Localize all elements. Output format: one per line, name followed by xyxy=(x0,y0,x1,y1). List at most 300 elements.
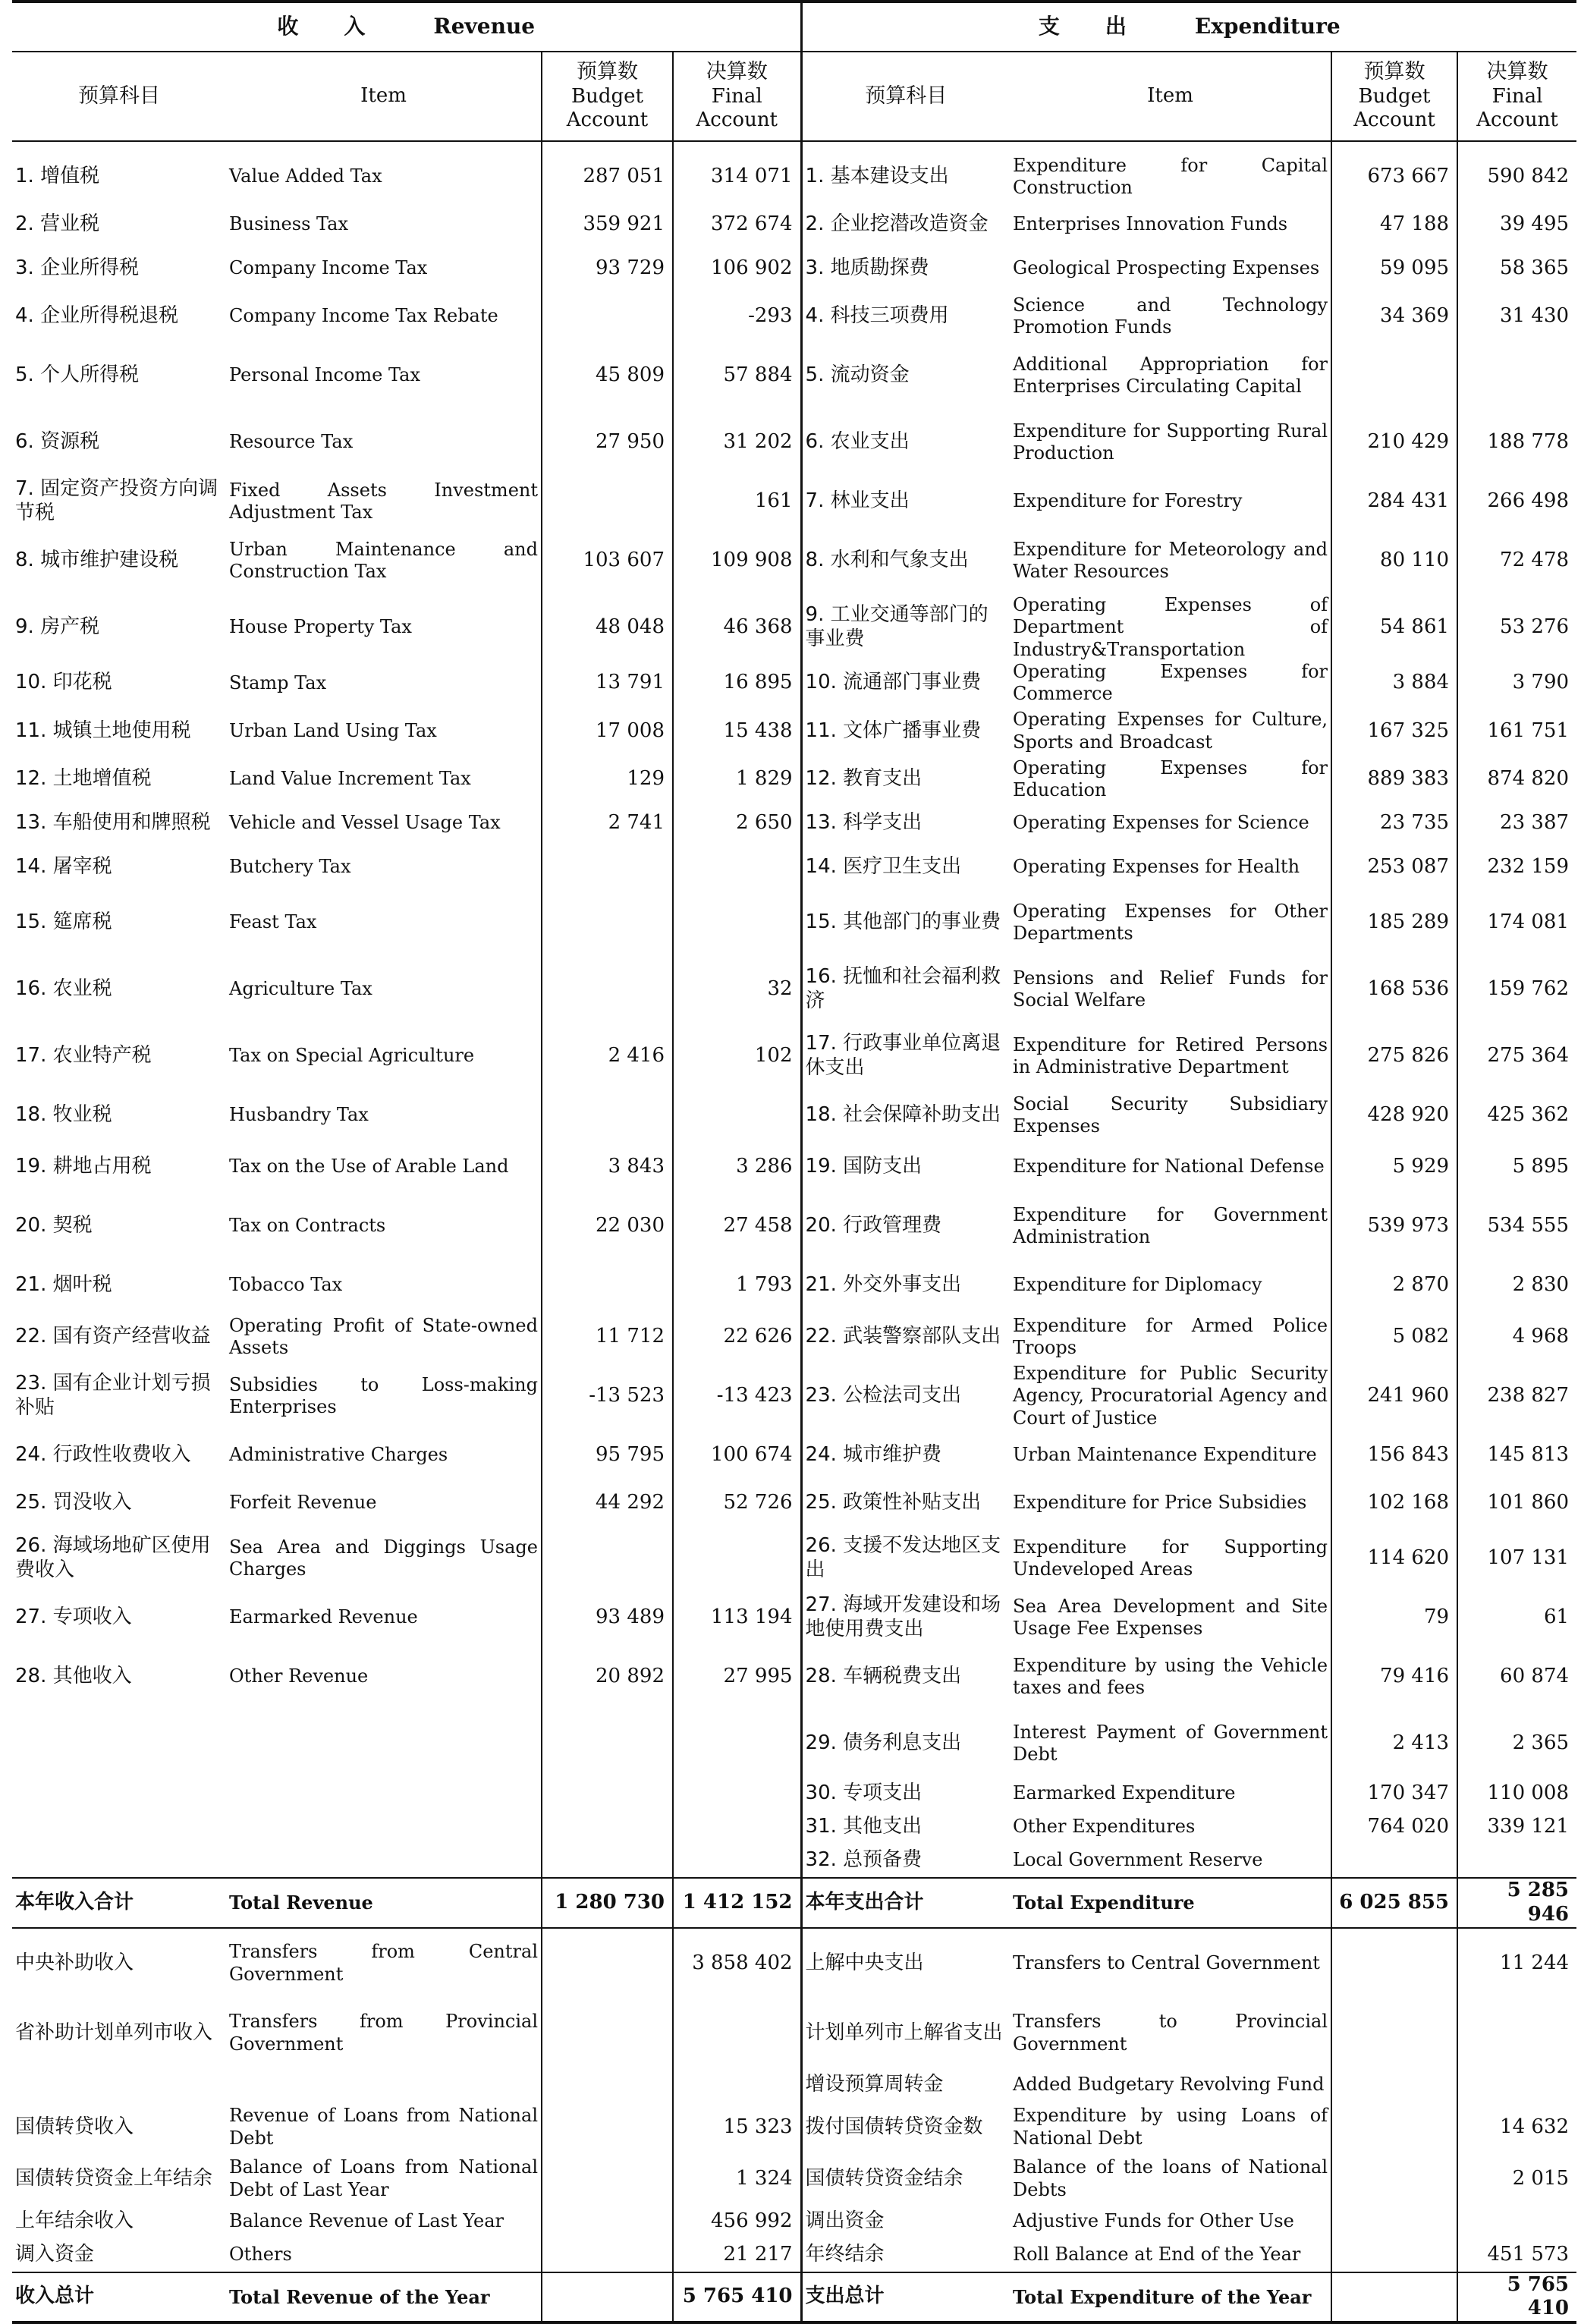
expenditure-item-en: Expenditure for Supporting Rural Production xyxy=(1013,420,1328,464)
revenue-final xyxy=(673,1710,801,1777)
expenditure-final: 4 968 xyxy=(1457,1311,1576,1363)
revenue-budget: 287 051 xyxy=(542,141,673,203)
revenue-final: 102 xyxy=(673,1023,801,1090)
expenditure-final: 534 555 xyxy=(1457,1193,1576,1259)
revenue-final: 21 217 xyxy=(673,2238,801,2272)
revenue-budget: 17 008 xyxy=(542,706,673,757)
expenditure-final xyxy=(1457,1999,1576,2068)
revenue-final: 32 xyxy=(673,956,801,1023)
revenue-budget xyxy=(542,2102,673,2153)
revenue-item-en: Resource Tax xyxy=(229,431,354,453)
revenue-subject-zh: 18. 牧业税 xyxy=(15,1103,112,1127)
expenditure-item-en: Expenditure by using the Vehicle taxes and fees xyxy=(1013,1654,1328,1699)
expenditure-subject-zh: 17. 行政事业单位离退休支出 xyxy=(805,1032,1001,1080)
table-row xyxy=(12,1311,1576,1363)
revenue-item-en: Fixed Assets Investment Adjustment Tax xyxy=(229,479,538,523)
expenditure-budget: 114 620 xyxy=(1331,1525,1457,1592)
revenue-subject-zh: 27. 专项收入 xyxy=(15,1605,132,1629)
revenue-subject-zh: 4. 企业所得税退税 xyxy=(15,304,179,328)
expenditure-subject-zh: 24. 城市维护费 xyxy=(805,1443,942,1467)
expenditure-subject-zh: 10. 流通部门事业费 xyxy=(805,671,982,694)
revenue-item-en: Butchery Tax xyxy=(229,856,351,878)
expenditure-item-en: Expenditure for Diplomacy xyxy=(1013,1274,1262,1296)
expenditure-section-header xyxy=(801,2,1576,52)
expenditure-budget: 2 870 xyxy=(1331,1259,1457,1311)
table-row xyxy=(12,1643,1576,1710)
revenue-final xyxy=(673,1844,801,1878)
revenue-budget: 2 416 xyxy=(542,1023,673,1090)
revenue-budget: 3 843 xyxy=(542,1141,673,1193)
expenditure-final: 451 573 xyxy=(1457,2238,1576,2272)
expenditure-item-en: Expenditure for National Defense xyxy=(1013,1156,1325,1178)
revenue-final xyxy=(673,1999,801,2068)
expenditure-budget: 253 087 xyxy=(1331,845,1457,889)
table-row xyxy=(12,141,1576,203)
expenditure-subject-zh: 20. 行政管理费 xyxy=(805,1214,942,1237)
col-budget: 预算数 Budget Account xyxy=(542,52,673,141)
expenditure-final: 145 813 xyxy=(1457,1429,1576,1481)
table-row xyxy=(12,2153,1576,2205)
revenue-budget xyxy=(542,845,673,889)
revenue-item-en: Administrative Charges xyxy=(229,1444,448,1466)
expenditure-subject-zh: 1. 基本建设支出 xyxy=(805,165,949,188)
expenditure-subject-zh: 23. 公检法司支出 xyxy=(805,1384,962,1407)
expenditure-subject-zh: 支出总计 xyxy=(801,2272,1010,2322)
revenue-item-en xyxy=(226,2068,542,2102)
expenditure-subject-zh: 13. 科学支出 xyxy=(805,811,923,835)
expenditure-budget: 5 082 xyxy=(1331,1311,1457,1363)
expenditure-item-en: Transfers to Central Government xyxy=(1013,1951,1320,1973)
expenditure-item-en: Total Expenditure of the Year xyxy=(1010,2272,1331,2322)
expenditure-budget: 889 383 xyxy=(1331,757,1457,802)
expenditure-final: 31 430 xyxy=(1457,291,1576,342)
col-final: 决算数 Final Account xyxy=(673,52,801,141)
expenditure-final: 590 842 xyxy=(1457,141,1576,203)
expenditure-item-en: Roll Balance at End of the Year xyxy=(1013,2243,1301,2265)
expenditure-item-en: Expenditure for Price Subsidies xyxy=(1013,1492,1307,1514)
expenditure-budget xyxy=(1331,2272,1457,2322)
expenditure-item-en: Expenditure for Public Security Agency, Procuratorial Agency and Court of Justice xyxy=(1013,1363,1328,1429)
revenue-subject-zh: 5. 个人所得税 xyxy=(15,363,140,387)
revenue-item-en: Feast Tax xyxy=(229,911,317,933)
expenditure-budget: 210 429 xyxy=(1331,409,1457,476)
revenue-item-en: Earmarked Revenue xyxy=(229,1606,418,1628)
revenue-budget xyxy=(542,1259,673,1311)
revenue-item-en: Agriculture Tax xyxy=(229,978,372,1000)
expenditure-budget: 170 347 xyxy=(1331,1777,1457,1810)
table-row xyxy=(12,801,1576,845)
revenue-subject-zh: 6. 资源税 xyxy=(15,430,100,454)
revenue-item-en: Other Revenue xyxy=(229,1665,369,1687)
expenditure-final: 11 244 xyxy=(1457,1928,1576,1999)
expenditure-budget: 241 960 xyxy=(1331,1363,1457,1429)
revenue-budget: 93 729 xyxy=(542,247,673,291)
revenue-final: 31 202 xyxy=(673,409,801,476)
revenue-subject-zh: 7. 固定资产投资方向调节税 xyxy=(15,477,218,524)
revenue-final xyxy=(673,1525,801,1592)
expenditure-final xyxy=(1457,1844,1576,1878)
expenditure-final: 53 276 xyxy=(1457,594,1576,661)
expenditure-budget xyxy=(1331,2153,1457,2205)
expenditure-budget xyxy=(1331,342,1457,409)
table-row xyxy=(12,1592,1576,1643)
expenditure-budget xyxy=(1331,2102,1457,2153)
expenditure-subject-zh: 30. 专项支出 xyxy=(805,1782,923,1805)
revenue-subject-zh: 16. 农业税 xyxy=(15,977,112,1001)
revenue-final: 5 765 410 xyxy=(673,2272,801,2322)
revenue-final: 109 908 xyxy=(673,527,801,594)
expenditure-subject-zh: 28. 车辆税费支出 xyxy=(805,1665,962,1688)
revenue-budget: 2 741 xyxy=(542,801,673,845)
revenue-budget xyxy=(542,1844,673,1878)
revenue-subject-zh: 省补助计划单列市收入 xyxy=(15,2021,213,2044)
expenditure-budget: 23 735 xyxy=(1331,801,1457,845)
expenditure-item-en: Added Budgetary Revolving Fund xyxy=(1013,2073,1325,2095)
expenditure-final: 238 827 xyxy=(1457,1363,1576,1429)
revenue-final xyxy=(673,1777,801,1810)
revenue-item-en: Urban Land Using Tax xyxy=(229,719,437,741)
revenue-budget xyxy=(542,1710,673,1777)
expenditure-subject-zh: 拨付国债转贷资金数 xyxy=(805,2115,983,2138)
revenue-subject-zh: 23. 国有企业计划亏损补贴 xyxy=(15,1372,211,1420)
expenditure-final: 60 874 xyxy=(1457,1643,1576,1710)
expenditure-budget xyxy=(1331,2068,1457,2102)
col-budget-exp: 预算数 Budget Account xyxy=(1331,52,1457,141)
expenditure-budget: 539 973 xyxy=(1331,1193,1457,1259)
table-row xyxy=(12,1429,1576,1481)
expenditure-item-en: Expenditure for Supporting Undeveloped Areas xyxy=(1013,1536,1328,1580)
revenue-item-en: Value Added Tax xyxy=(229,165,382,187)
revenue-budget: -13 523 xyxy=(542,1363,673,1429)
revenue-header-en: Revenue xyxy=(433,14,536,39)
revenue-final: 3 858 402 xyxy=(673,1928,801,1999)
revenue-subject-zh: 中央补助收入 xyxy=(15,1951,134,1974)
expenditure-final: 266 498 xyxy=(1457,476,1576,527)
expenditure-budget: 79 416 xyxy=(1331,1643,1457,1710)
revenue-item-en: Personal Income Tax xyxy=(229,364,420,386)
table-row xyxy=(12,845,1576,889)
revenue-subject-zh: 11. 城镇土地使用税 xyxy=(15,719,191,742)
revenue-final xyxy=(673,889,801,956)
revenue-budget: 45 809 xyxy=(542,342,673,409)
expenditure-final: 14 632 xyxy=(1457,2102,1576,2153)
expenditure-budget: 79 xyxy=(1331,1592,1457,1643)
revenue-subject-zh: 国债转贷收入 xyxy=(15,2115,134,2138)
table-row xyxy=(12,1090,1576,1141)
revenue-final xyxy=(673,1810,801,1844)
revenue-subject-zh: 2. 营业税 xyxy=(15,212,100,236)
revenue-item-en: Balance Revenue of Last Year xyxy=(229,2209,504,2231)
revenue-final: 27 458 xyxy=(673,1193,801,1259)
expenditure-item-en: Expenditure by using Loans of National Debt xyxy=(1013,2105,1328,2149)
expenditure-final: 339 121 xyxy=(1457,1810,1576,1844)
revenue-final: 314 071 xyxy=(673,141,801,203)
revenue-budget: 13 791 xyxy=(542,661,673,706)
expenditure-item-en: Expenditure for Capital Construction xyxy=(1013,154,1328,198)
revenue-final: 372 674 xyxy=(673,203,801,247)
section-header-row xyxy=(12,2,1576,52)
expenditure-subject-zh: 19. 国防支出 xyxy=(805,1155,923,1178)
revenue-final: 46 368 xyxy=(673,594,801,661)
revenue-subject-zh: 10. 印花税 xyxy=(15,671,112,694)
revenue-item-en: Subsidies to Loss-making Enterprises xyxy=(229,1373,538,1418)
expenditure-item-en: Pensions and Relief Funds for Social Welfare xyxy=(1013,967,1328,1011)
revenue-item-en xyxy=(226,1810,542,1844)
revenue-item-en: Urban Maintenance and Construction Tax xyxy=(229,538,538,582)
expenditure-budget: 6 025 855 xyxy=(1331,1878,1457,1927)
revenue-subject-zh: 收入总计 xyxy=(12,2272,226,2322)
expenditure-item-en: Science and Technology Promotion Funds xyxy=(1013,294,1328,338)
expenditure-item-en: Interest Payment of Government Debt xyxy=(1013,1721,1328,1766)
revenue-budget xyxy=(542,889,673,956)
revenue-budget: 103 607 xyxy=(542,527,673,594)
expenditure-final: 275 364 xyxy=(1457,1023,1576,1090)
revenue-budget xyxy=(542,2238,673,2272)
expenditure-item-en: Operating Expenses for Commerce xyxy=(1013,661,1328,705)
revenue-budget xyxy=(542,956,673,1023)
revenue-subject-zh: 25. 罚没收入 xyxy=(15,1491,132,1514)
table-row xyxy=(12,1844,1576,1878)
table-row xyxy=(12,2272,1576,2322)
col-item: Item xyxy=(226,52,542,141)
revenue-item-en: Total Revenue of the Year xyxy=(226,2272,542,2322)
expenditure-item-en: Local Government Reserve xyxy=(1013,1849,1263,1871)
expenditure-subject-zh: 15. 其他部门的事业费 xyxy=(805,910,1001,934)
revenue-subject-zh: 9. 房产税 xyxy=(15,615,100,639)
expenditure-item-en: Operating Expenses for Culture, Sports and Broadcast xyxy=(1013,709,1328,753)
table-row xyxy=(12,1023,1576,1090)
revenue-budget xyxy=(542,1090,673,1141)
revenue-budget xyxy=(542,291,673,342)
table-row xyxy=(12,889,1576,956)
table-row xyxy=(12,1525,1576,1592)
expenditure-final: 232 159 xyxy=(1457,845,1576,889)
expenditure-budget: 34 369 xyxy=(1331,291,1457,342)
expenditure-budget: 673 667 xyxy=(1331,141,1457,203)
revenue-item-en: Land Value Increment Tax xyxy=(229,768,471,790)
expenditure-item-en: Expenditure for Meteorology and Water Resources xyxy=(1013,538,1328,582)
revenue-subject-zh: 8. 城市维护建设税 xyxy=(15,549,179,572)
revenue-subject-zh: 15. 筵席税 xyxy=(15,910,112,934)
revenue-budget xyxy=(542,1777,673,1810)
revenue-item-en: Company Income Tax Rebate xyxy=(229,305,498,327)
revenue-item-en: Stamp Tax xyxy=(229,671,327,693)
revenue-budget xyxy=(542,2068,673,2102)
revenue-budget: 27 950 xyxy=(542,409,673,476)
revenue-budget xyxy=(542,1999,673,2068)
table-row xyxy=(12,956,1576,1023)
expenditure-budget: 168 536 xyxy=(1331,956,1457,1023)
expenditure-item-en: Operating Expenses for Health xyxy=(1013,856,1300,878)
expenditure-item-en: Expenditure for Armed Police Troops xyxy=(1013,1314,1328,1359)
revenue-final: 15 438 xyxy=(673,706,801,757)
revenue-subject-zh xyxy=(12,1810,226,1844)
table-row xyxy=(12,2205,1576,2238)
expenditure-item-en: Enterprises Innovation Funds xyxy=(1013,213,1288,235)
table-row xyxy=(12,409,1576,476)
expenditure-final: 72 478 xyxy=(1457,527,1576,594)
revenue-budget xyxy=(542,476,673,527)
expenditure-subject-zh: 4. 科技三项费用 xyxy=(805,304,949,328)
expenditure-final: 3 790 xyxy=(1457,661,1576,706)
expenditure-final: 101 860 xyxy=(1457,1481,1576,1525)
expenditure-item-en: Earmarked Expenditure xyxy=(1013,1782,1236,1804)
expenditure-budget: 102 168 xyxy=(1331,1481,1457,1525)
expenditure-final xyxy=(1457,2068,1576,2102)
expenditure-final: 161 751 xyxy=(1457,706,1576,757)
revenue-item-en: Revenue of Loans from National Debt xyxy=(229,2105,538,2149)
revenue-budget xyxy=(542,1810,673,1844)
revenue-subject-zh: 3. 企业所得税 xyxy=(15,256,140,280)
revenue-item-en: Others xyxy=(229,2243,292,2265)
revenue-header-zh: 收入 xyxy=(277,14,411,39)
expenditure-final: 874 820 xyxy=(1457,757,1576,802)
revenue-final: 2 650 xyxy=(673,801,801,845)
table-row xyxy=(12,1141,1576,1193)
revenue-final xyxy=(673,1090,801,1141)
budget-table-container xyxy=(12,0,1576,2320)
revenue-final: 456 992 xyxy=(673,2205,801,2238)
expenditure-final xyxy=(1457,342,1576,409)
revenue-item-en: Tax on the Use of Arable Land xyxy=(229,1156,509,1178)
revenue-final: -293 xyxy=(673,291,801,342)
revenue-item-en: Transfers from Central Government xyxy=(229,1941,538,1985)
expenditure-item-en: Additional Appropriation for Enterprises Circulating Capital xyxy=(1013,353,1328,397)
revenue-item-en: Company Income Tax xyxy=(229,257,428,279)
revenue-budget: 95 795 xyxy=(542,1429,673,1481)
expenditure-subject-zh: 16. 抚恤和社会福利救济 xyxy=(805,965,1001,1013)
col-item-exp: Item xyxy=(1010,52,1331,141)
expenditure-final: 188 778 xyxy=(1457,409,1576,476)
revenue-item-en: Vehicle and Vessel Usage Tax xyxy=(229,812,501,834)
expenditure-final: 39 495 xyxy=(1457,203,1576,247)
revenue-subject-zh: 28. 其他收入 xyxy=(15,1665,132,1688)
expenditure-budget: 5 929 xyxy=(1331,1141,1457,1193)
expenditure-item-en: Urban Maintenance Expenditure xyxy=(1013,1444,1317,1466)
expenditure-subject-zh: 14. 医疗卫生支出 xyxy=(805,855,962,879)
expenditure-final: 58 365 xyxy=(1457,247,1576,291)
expenditure-subject-zh: 3. 地质勘探费 xyxy=(805,256,929,280)
expenditure-budget: 275 826 xyxy=(1331,1023,1457,1090)
revenue-subject-zh: 上年结余收入 xyxy=(15,2209,134,2232)
table-row xyxy=(12,706,1576,757)
table-row xyxy=(12,203,1576,247)
revenue-subject-zh: 12. 土地增值税 xyxy=(15,766,152,790)
expenditure-budget: 3 884 xyxy=(1331,661,1457,706)
revenue-item-en: Forfeit Revenue xyxy=(229,1492,377,1514)
revenue-item-en: Total Revenue xyxy=(226,1878,542,1927)
revenue-final: 15 323 xyxy=(673,2102,801,2153)
revenue-budget: 20 892 xyxy=(542,1643,673,1710)
expenditure-header-zh: 支出 xyxy=(1038,14,1172,39)
revenue-final: 22 626 xyxy=(673,1311,801,1363)
expenditure-subject-zh: 7. 林业支出 xyxy=(805,489,910,513)
table-row xyxy=(12,1777,1576,1810)
expenditure-budget xyxy=(1331,1999,1457,2068)
expenditure-subject-zh: 32. 总预备费 xyxy=(805,1848,923,1872)
table-body xyxy=(12,141,1576,2322)
expenditure-subject-zh: 本年支出合计 xyxy=(801,1878,1010,1927)
expenditure-budget: 167 325 xyxy=(1331,706,1457,757)
revenue-subject-zh: 19. 耕地占用税 xyxy=(15,1155,152,1178)
revenue-item-en: Transfers from Provincial Government xyxy=(229,2011,538,2055)
expenditure-item-en: Geological Prospecting Expenses xyxy=(1013,257,1320,279)
revenue-final: 1 324 xyxy=(673,2153,801,2205)
revenue-budget: 44 292 xyxy=(542,1481,673,1525)
revenue-final: -13 423 xyxy=(673,1363,801,1429)
revenue-subject-zh: 13. 车船使用和牌照税 xyxy=(15,811,211,835)
revenue-final: 100 674 xyxy=(673,1429,801,1481)
expenditure-item-en: Expenditure for Retired Persons in Administrative Department xyxy=(1013,1033,1328,1078)
col-subject-zh: 预算科目 xyxy=(12,52,226,141)
revenue-subject-zh: 14. 屠宰税 xyxy=(15,855,112,879)
revenue-subject-zh: 本年收入合计 xyxy=(12,1878,226,1927)
revenue-budget: 22 030 xyxy=(542,1193,673,1259)
revenue-item-en xyxy=(226,1710,542,1777)
expenditure-subject-zh: 计划单列市上解省支出 xyxy=(805,2021,1003,2044)
revenue-budget xyxy=(542,1928,673,1999)
revenue-item-en: Balance of Loans from National Debt of Last Year xyxy=(229,2156,538,2200)
expenditure-final: 425 362 xyxy=(1457,1090,1576,1141)
expenditure-final: 159 762 xyxy=(1457,956,1576,1023)
expenditure-subject-zh: 29. 债务利息支出 xyxy=(805,1731,962,1755)
revenue-budget: 129 xyxy=(542,757,673,802)
expenditure-subject-zh: 18. 社会保障补助支出 xyxy=(805,1103,1001,1127)
table-row xyxy=(12,1481,1576,1525)
revenue-subject-zh xyxy=(12,1710,226,1777)
revenue-final xyxy=(673,2068,801,2102)
revenue-budget xyxy=(542,2153,673,2205)
expenditure-item-en: Social Security Subsidiary Expenses xyxy=(1013,1093,1328,1137)
expenditure-subject-zh: 6. 农业支出 xyxy=(805,430,910,454)
expenditure-item-en: Operating Expenses for Education xyxy=(1013,756,1328,800)
expenditure-final: 5 895 xyxy=(1457,1141,1576,1193)
revenue-subject-zh: 国债转贷资金上年结余 xyxy=(15,2166,213,2190)
revenue-final: 16 895 xyxy=(673,661,801,706)
expenditure-item-en: Total Expenditure xyxy=(1010,1878,1331,1927)
expenditure-final: 5 765 410 xyxy=(1457,2272,1576,2322)
table-row xyxy=(12,757,1576,802)
expenditure-subject-zh: 调出资金 xyxy=(805,2209,885,2232)
table-row xyxy=(12,594,1576,661)
expenditure-final: 2 015 xyxy=(1457,2153,1576,2205)
expenditure-item-en: Operating Expenses for Other Departments xyxy=(1013,900,1328,945)
revenue-item-en: Operating Profit of State-owned Assets xyxy=(229,1314,538,1359)
expenditure-budget: 764 020 xyxy=(1331,1810,1457,1844)
revenue-final: 161 xyxy=(673,476,801,527)
revenue-budget: 93 489 xyxy=(542,1592,673,1643)
expenditure-budget xyxy=(1331,1844,1457,1878)
revenue-subject-zh: 22. 国有资产经营收益 xyxy=(15,1325,211,1348)
table-row xyxy=(12,1193,1576,1259)
expenditure-subject-zh: 年终结余 xyxy=(805,2242,885,2266)
expenditure-budget: 80 110 xyxy=(1331,527,1457,594)
expenditure-budget: 284 431 xyxy=(1331,476,1457,527)
expenditure-final: 2 830 xyxy=(1457,1259,1576,1311)
revenue-item-en: Sea Area and Diggings Usage Charges xyxy=(229,1536,538,1580)
expenditure-subject-zh: 增设预算周转金 xyxy=(805,2072,944,2096)
table-row xyxy=(12,291,1576,342)
table-row xyxy=(12,527,1576,594)
expenditure-budget xyxy=(1331,1928,1457,1999)
expenditure-item-en: Expenditure for Forestry xyxy=(1013,490,1243,512)
expenditure-subject-zh: 11. 文体广播事业费 xyxy=(805,719,982,742)
revenue-item-en: Tax on Contracts xyxy=(229,1215,386,1237)
expenditure-subject-zh: 5. 流动资金 xyxy=(805,363,910,387)
expenditure-subject-zh: 国债转贷资金结余 xyxy=(805,2166,963,2190)
col-subject-zh-exp: 预算科目 xyxy=(801,52,1010,141)
expenditure-final: 61 xyxy=(1457,1592,1576,1643)
